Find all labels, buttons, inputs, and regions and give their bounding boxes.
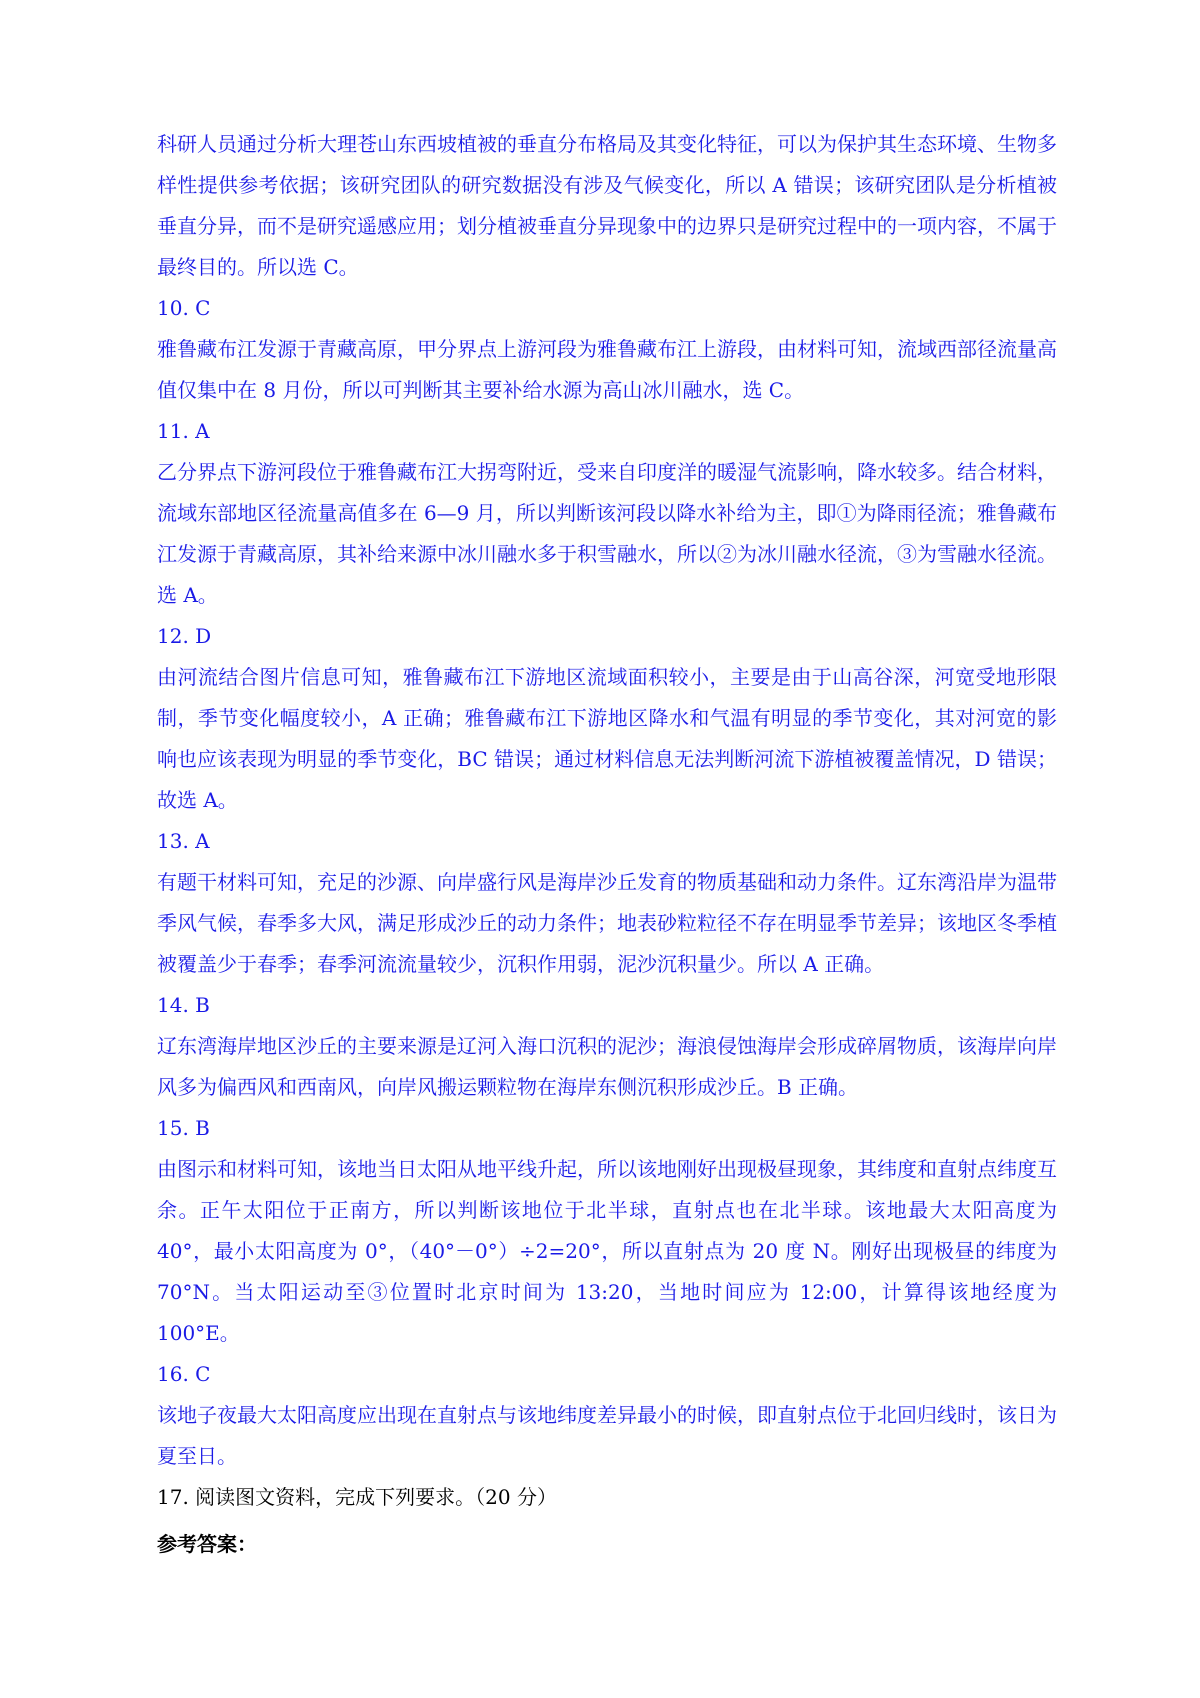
answer-14: 14. B (157, 993, 210, 1017)
answer-13: 13. A (157, 829, 210, 853)
reference-answer-label: 参考答案： (157, 1532, 257, 1556)
answer-11: 11. A (157, 419, 210, 443)
answer-16: 16. C (157, 1362, 211, 1386)
explanation-13: 有题干材料可知，充足的沙源、向岸盛行风是海岸沙丘发育的物质基础和动力条件。辽东湾沿岸为温带季风气候，春季多大风，满足形成沙丘的动力条件；地表砂粒粒径不存在明显季节差异；该地区冬季植被覆盖少于春季；春季河流流量较少，沉积作用弱，泥沙沉积量少。所以 A 正确。 (157, 870, 1057, 976)
answer-10: 10. C (157, 296, 211, 320)
answer-12: 12. D (157, 624, 212, 648)
explanation-10: 雅鲁藏布江发源于青藏高原，甲分界点上游河段为雅鲁藏布江上游段，由材料可知，流域西部径流量高值仅集中在 8 月份，所以可判断其主要补给水源为高山冰川融水，选 C。 (157, 337, 1057, 402)
answer-15: 15. B (157, 1116, 210, 1140)
explanation-16: 该地子夜最大太阳高度应出现在直射点与该地纬度差异最小的时候，即直射点位于北回归线时，该日为夏至日。 (157, 1403, 1057, 1468)
explanation-15: 由图示和材料可知，该地当日太阳从地平线升起，所以该地刚好出现极昼现象，其纬度和直射点纬度互余。正午太阳位于正南方，所以判断该地位于北半球，直射点也在北半球。该地最大太阳高度为 40°，最小太阳高度为 0°，（40°－0°）÷2=20°，所以直射点为 20 度 N。刚好出现极昼的纬度为 70°N。当太阳运动至③位置时北京时间为 13:20，当地时间应为 12:00，计算得该地经度为 100°E。 (157, 1157, 1057, 1345)
explanation-12: 由河流结合图片信息可知，雅鲁藏布江下游地区流域面积较小，主要是由于山高谷深，河宽受地形限制，季节变化幅度较小，A 正确；雅鲁藏布江下游地区降水和气温有明显的季节变化，其对河宽的影响也应该表现为明显的季节变化，BC 错误；通过材料信息无法判断河流下游植被覆盖情况，D 错误；故选 A。 (157, 665, 1057, 812)
document-body (157, 124, 1057, 1565)
question-17: 17. 阅读图文资料，完成下列要求。（20 分） (157, 1485, 557, 1509)
explanation-paragraph: 科研人员通过分析大理苍山东西坡植被的垂直分布格局及其变化特征，可以为保护其生态环境、生物多样性提供参考依据；该研究团队的研究数据没有涉及气候变化，所以 A 错误；该研究团队是分析植被垂直分异，而不是研究遥感应用；划分植被垂直分异现象中的边界只是研究过程中的一项内容，不属于最终目的。所以选 C。 (157, 132, 1057, 279)
explanation-11: 乙分界点下游河段位于雅鲁藏布江大拐弯附近，受来自印度洋的暖湿气流影响，降水较多。结合材料，流域东部地区径流量高值多在 6—9 月，所以判断该河段以降水补给为主，即①为降雨径流；雅鲁藏布江发源于青藏高原，其补给来源中冰川融水多于积雪融水，所以②为冰川融水径流，③为雪融水径流。选 A。 (157, 460, 1057, 607)
explanation-14: 辽东湾海岸地区沙丘的主要来源是辽河入海口沉积的泥沙；海浪侵蚀海岸会形成碎屑物质，该海岸向岸风多为偏西风和西南风，向岸风搬运颗粒物在海岸东侧沉积形成沙丘。B 正确。 (157, 1034, 1057, 1099)
